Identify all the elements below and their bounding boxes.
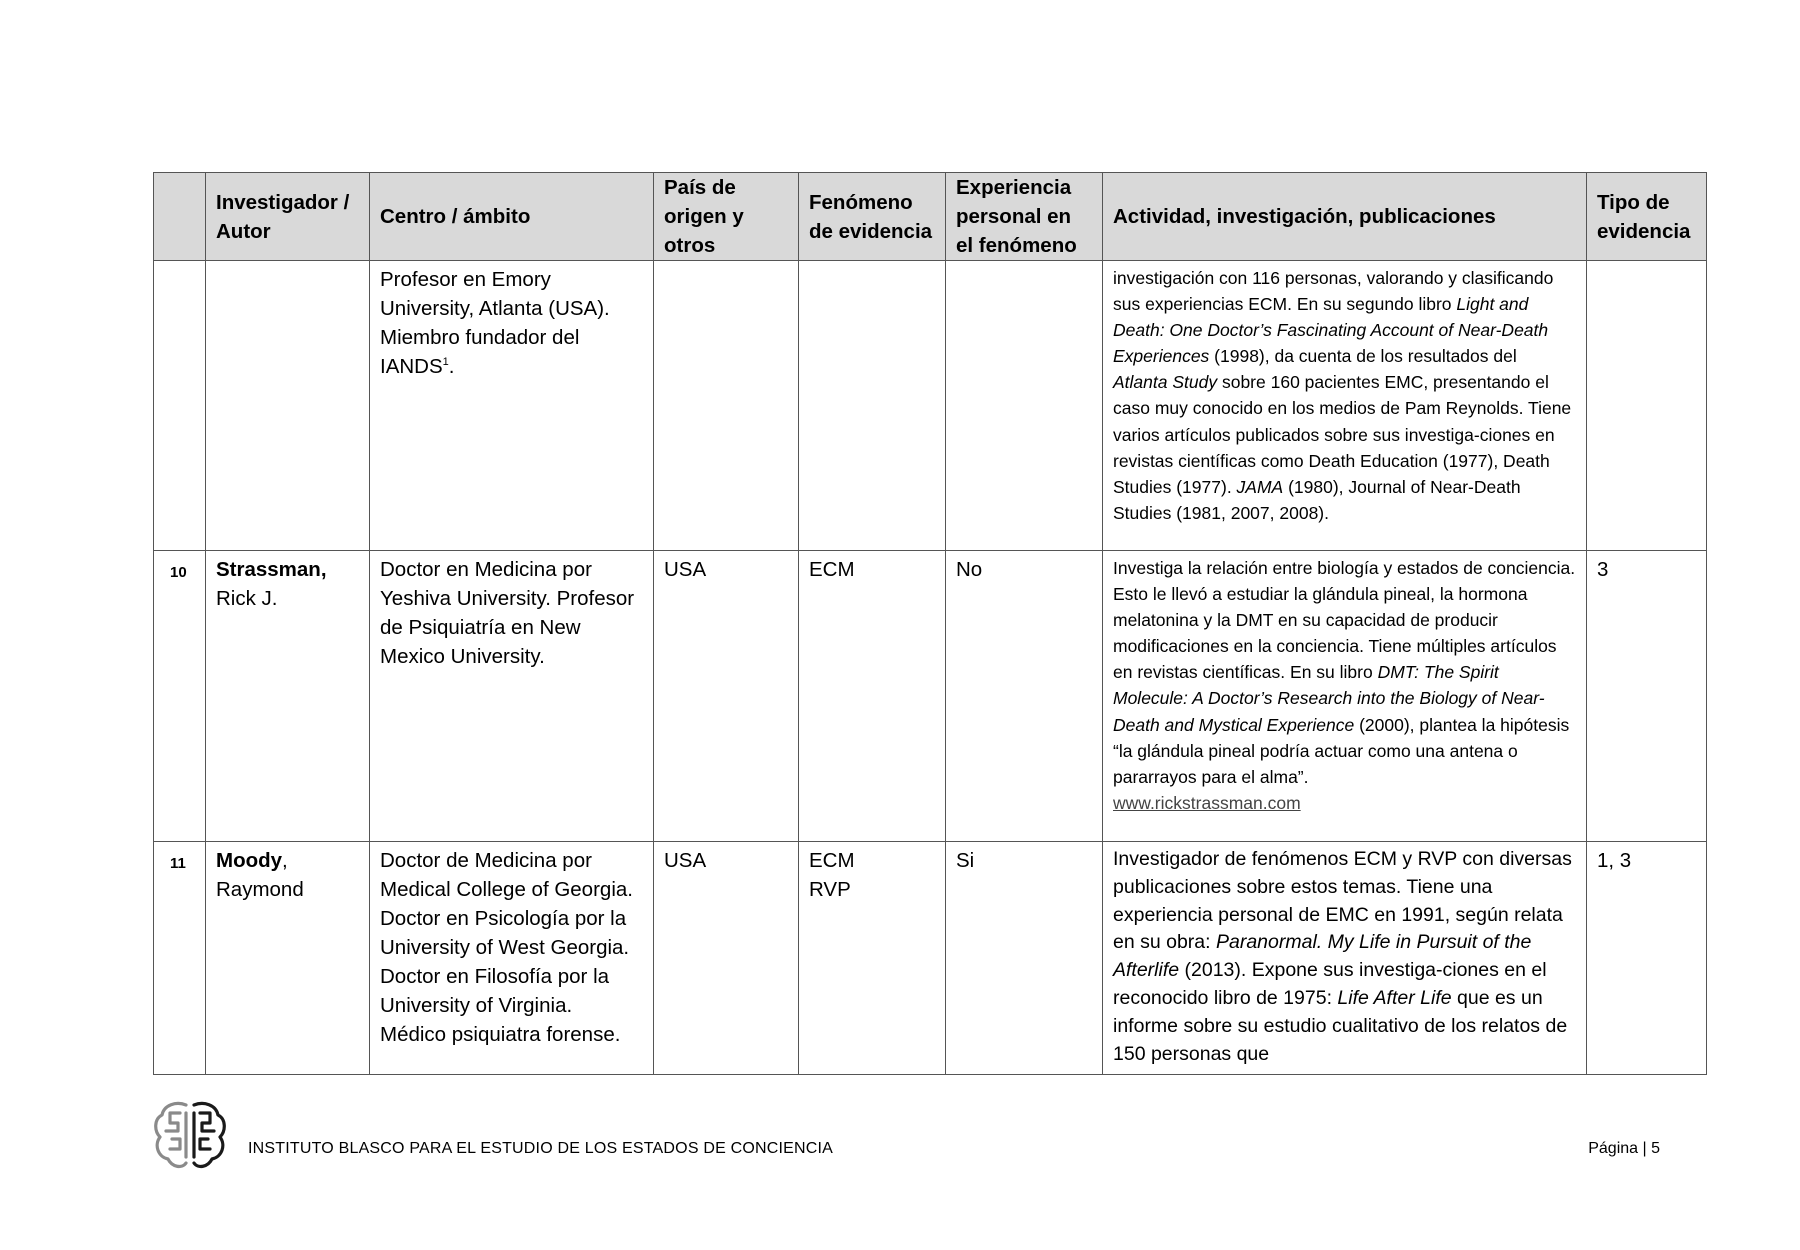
cell-experiencia: Si [946,842,1103,1075]
table-header-row [154,173,1707,261]
act-text: que es un informe sobre su estudio cualitativo de los relatos de 150 personas que [1113,986,1568,1065]
act-text: Investiga la relación entre biología y estados de conciencia. Esto le llevó a estudiar la glándula pineal, la hormona melatonina y la DMT en su capacidad de producir modificaciones en la conciencia. Tiene múltiples artículos en revistas científicas. En su libro [1113,558,1576,683]
journal-name: JAMA [1236,476,1284,497]
act-text: (2000), plantea la hipótesis “la glándula pineal podría actuar como una antena o pararrayos para el alma”. [1113,714,1570,787]
header-pais: País de origen y otros [654,173,799,261]
row-number: 10 [154,551,206,842]
act-text: investigación con 116 personas, valorando y clasificando sus experiencias ECM. En su segundo libro [1113,268,1554,315]
cell-experiencia: No [946,551,1103,842]
book-title: Life After Life [1337,986,1452,1009]
table-row-11 [154,842,1707,1075]
act-text: (2013). Expone sus investiga-ciones en el reconocido libro de 1975: [1113,959,1547,1009]
investigator-given-name: Rick J. [216,587,278,610]
cell-tipo: 3 [1587,551,1707,842]
footer-institute-name: INSTITUTO BLASCO PARA EL ESTUDIO DE LOS ESTADOS DE CONCIENCIA [248,1140,834,1157]
cell-centro: Doctor en Medicina por Yeshiva University. Profesor de Psiquiatría en New Mexico University. [370,551,654,842]
header-number [154,173,206,261]
table-row-continued [154,261,1707,551]
act-text: (1998), da cuenta de los resultados del [1209,346,1517,367]
cell-tipo [1587,261,1707,551]
cell-fenomeno: ECM [799,551,946,842]
cell-number [154,261,206,551]
table-row-10 [154,551,1707,842]
website-link[interactable]: www.rickstrassman.com [1113,792,1301,813]
fenomeno-ecm: ECM [809,849,855,872]
act-text: (1980), Journal of Near-Death Studies (1981, 2007, 2008). [1113,476,1521,523]
act-text: Investigador de fenómenos ECM y RVP con diversas publicaciones sobre estos temas. Tiene una experiencia personal de EMC en 1991, según relata en su obra: [1113,848,1572,954]
header-experiencia: Experiencia personal en el fenómeno [946,173,1103,261]
header-tipo: Tipo de evidencia [1587,173,1707,261]
cell-investigador [206,261,370,551]
row-number: 11 [154,842,206,1075]
cell-investigador: Moody, Raymond [206,842,370,1075]
cell-tipo: 1, 3 [1587,842,1707,1075]
cell-investigador [206,551,370,842]
footnote-marker: 1 [442,356,449,369]
fenomeno-rvp: RVP [809,878,851,901]
header-actividad: Actividad, investigación, publicaciones [1103,173,1587,261]
investigator-surname: Moody [216,849,283,872]
investigator-given-name: Raymond [216,878,304,901]
cell-centro: Doctor de Medicina por Medical College of Georgia. Doctor en Psicología por la University of West Georgia. Doctor en Filosofía por la University of Virginia. Médico psiquiatra forense. [370,842,654,1075]
header-centro: Centro / ámbito [370,173,654,261]
cell-actividad [1103,261,1587,551]
book-title: DMT: The Spirit Molecule: A Doctor’s Research into the Biology of Near-Death and Mystical Experience [1113,662,1545,735]
book-title: Paranormal. My Life in Pursuit of the Afterlife [1113,931,1532,982]
header-fenomeno: Fenómeno de evidencia [799,173,946,261]
act-text: sobre 160 pacientes EMC, presentando el caso muy conocido en los medios de Pam Reynolds. Tiene varios artículos publicados sobre sus investiga-ciones en revistas científicas como Death Education (1977), Death Studies (1977). [1113,372,1572,497]
cell-experiencia [946,261,1103,551]
investigator-surname: Strassman, [216,558,327,581]
footer-page-number: Página | 5 [1588,1140,1660,1157]
centro-text: Profesor en Emory University, Atlanta (USA). Miembro fundador del IANDS [380,268,610,378]
centro-text-end: . [448,355,455,378]
researchers-table [153,172,1707,1075]
book-title: Light and Death: One Doctor’s Fascinating Account of Near-Death Experiences [1113,294,1549,367]
cell-pais: USA [654,551,799,842]
cell-fenomeno [799,842,946,1075]
header-investigador: Investigador / Autor [206,173,370,261]
cell-actividad [1103,551,1587,842]
cell-pais: USA [654,842,799,1075]
study-name: Atlanta Study [1113,372,1218,393]
brain-maze-logo-icon [150,1093,230,1173]
cell-fenomeno [799,261,946,551]
cell-actividad [1103,842,1587,1075]
cell-centro [370,261,654,551]
cell-pais [654,261,799,551]
